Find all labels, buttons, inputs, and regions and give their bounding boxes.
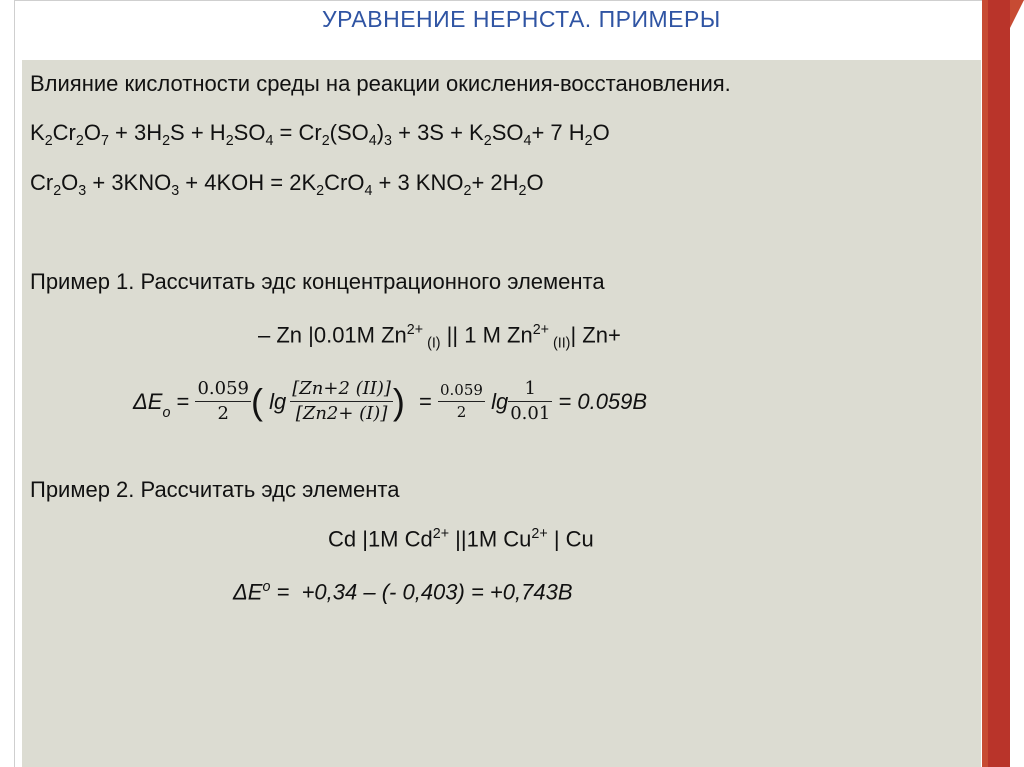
reaction-equation-2: $Cr_2O_3 + 3KNO_3 + 4KOH = 2K_2CrO_4 + 3$ $KNO_2+ 2H_2O$ <box>30 170 544 199</box>
example-2-cell-notation: Cd |1M $Cd^{2+}$ ||1M $Cu^{2+}$ | Cu <box>328 526 594 552</box>
intro-text: Влияние кислотности среды на реакции окисления-восстановления. <box>30 71 731 96</box>
slide-border-left <box>14 0 15 767</box>
example-1-cell-notation: – Zn |0.01M $Zn^{2+}$ $_{(I)}$ || 1 M $Zn^{2+}$ $_{(II)}$| Zn+ <box>258 322 621 352</box>
fraction-coefficient-2: $\frac{0.059}{2}$ <box>440 381 483 421</box>
slide-title: УРАВНЕНИЕ НЕРНСТА. ПРИМЕРЫ <box>322 6 721 32</box>
fraction-coefficient: $\frac{0.059}{2}$ <box>197 378 249 424</box>
example-1-heading: Пример 1. Рассчитать эдс концентрационного элемента <box>30 269 605 294</box>
example-1-formula: ΔE $_o$ = $\frac{0.059}{2}$ ( lg $\frac{[Zn+2 (II)]}{[Zn2+ (I)]}$ ) = $\frac{0.059}{2}$ lg $\frac{1}{0.01}$ = 0.059B <box>133 378 648 424</box>
reaction-equation-1: $K_2Cr_2O_7 + 3H_2S + H_2SO_4 = Cr_2(SO_4)_3 + 3S + K_2SO_4+ 7$ $H_2O$ <box>30 120 610 149</box>
slide-border-top <box>14 0 1024 1</box>
example-2-formula: $\Delta E^o = +0,34$ – (- 0,403) = +0,743B <box>233 579 573 605</box>
decorative-corner <box>1010 0 1024 28</box>
fraction-log-argument: $\frac{1}{0.01}$ <box>510 378 551 424</box>
fraction-concentration-ratio: $\frac{[Zn+2 (II)]}{[Zn2+ (I)]}$ <box>292 378 391 424</box>
example-2-heading: Пример 2. Рассчитать эдс элемента <box>30 477 400 502</box>
decorative-side-bar <box>982 0 1010 767</box>
